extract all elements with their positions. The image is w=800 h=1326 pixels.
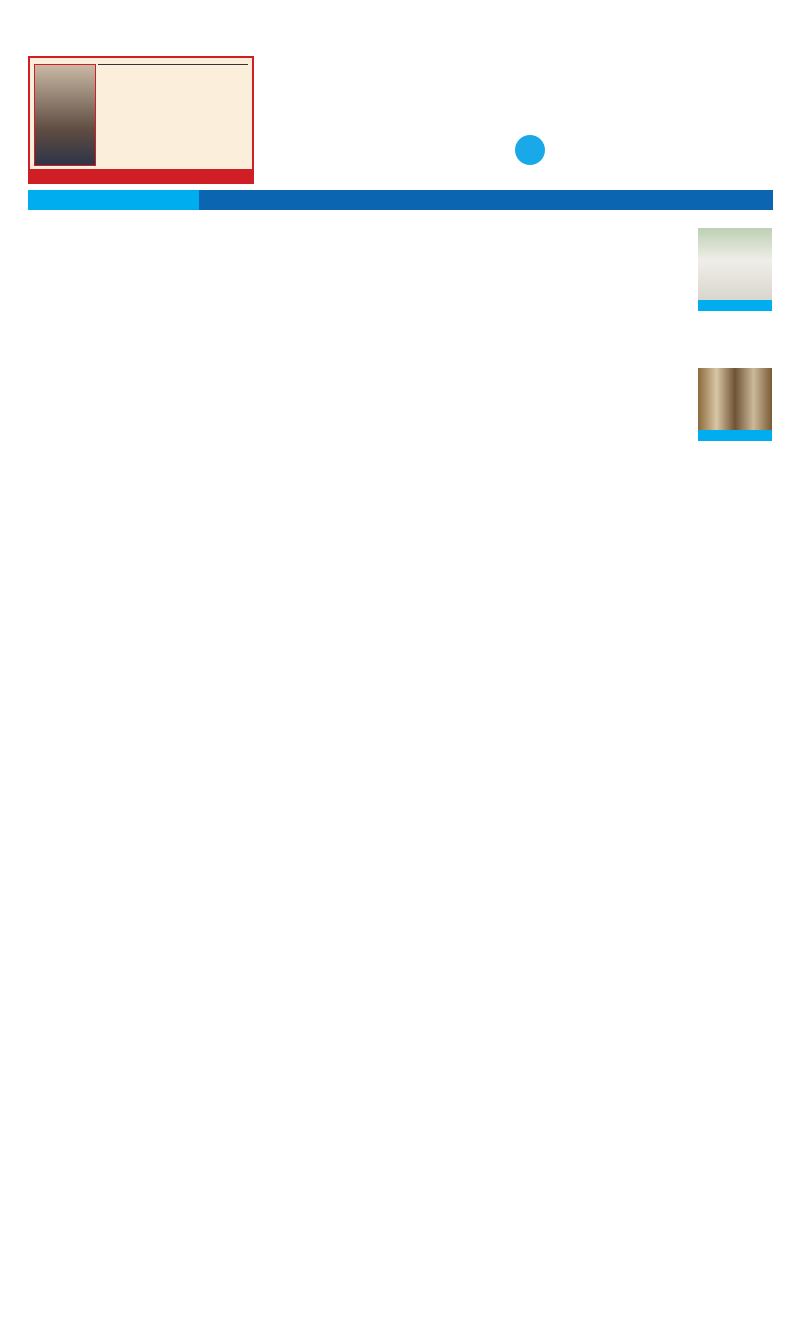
doctor-photo — [34, 64, 96, 166]
ad-doctor-title — [98, 62, 248, 65]
rail-photo — [698, 368, 772, 430]
pages-price — [28, 190, 199, 210]
masthead-logo[interactable] — [340, 55, 760, 195]
rail-card[interactable] — [698, 228, 772, 314]
ad-doctor-banner[interactable] — [28, 56, 254, 184]
rail-section-tag — [698, 300, 772, 311]
issue-date-bar — [199, 190, 773, 210]
issue-info-bar — [28, 190, 773, 210]
rail-section-tag — [698, 430, 772, 441]
logo-star-icon — [515, 135, 545, 165]
rail-photo — [698, 228, 772, 300]
ad-doctor-contact[interactable] — [30, 169, 252, 182]
rail-card[interactable] — [698, 368, 772, 444]
